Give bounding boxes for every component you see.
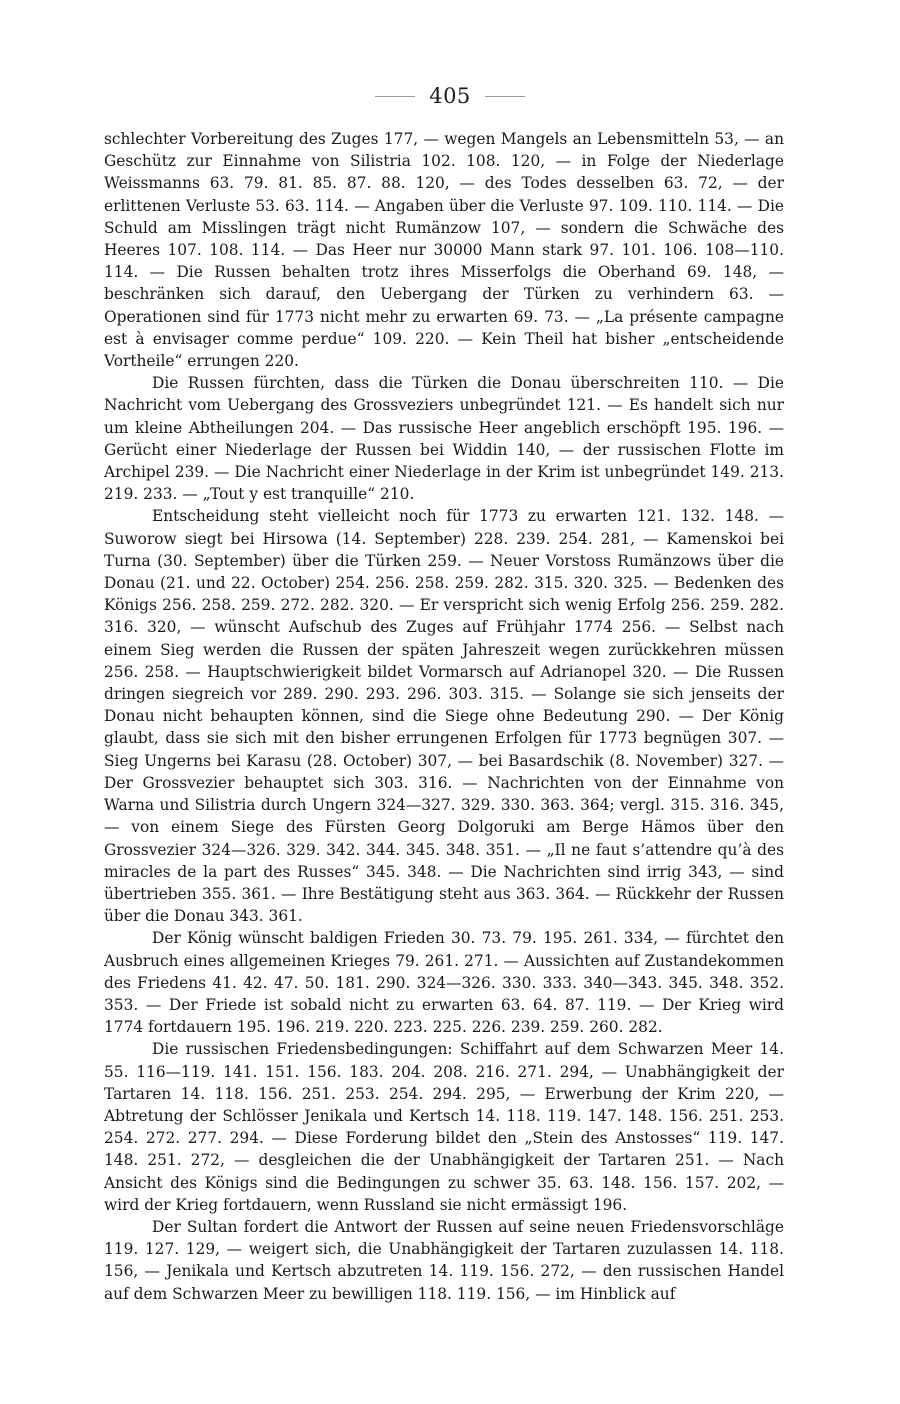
paragraph: Entscheidung steht vielleicht noch für 1773 zu erwarten 121. 132. 148. — Suworow siegt bei Hirsowa (14. September) 228. 239. 254. 281, — Kamenskoi bei Turna (30. September) über die Türken 259. — Neuer Vorstoss Rumänzows über die Donau (21. und 22. October) 254. 256. 258. 259. 282. 315. 320. 325. — Bedenken des Königs 256. 258. 259. 272. 282. 320. — Er verspricht sich wenig Erfolg 256. 259. 282. 316. 320, — wünscht Aufschub des Zuges auf Frühjahr 1774 256. — Selbst nach einem Sieg werden die Russen der späten Jahreszeit wegen zurückkehren müssen 256. 258. — Hauptschwierigkeit bildet Vormarsch auf Adrianopel 320. — Die Russen dringen siegreich vor 289. 290. 293. 296. 303. 315. — Solange sie sich jenseits der Donau nicht behaupten können, sind die Siege ohne Bedeutung 290. — Der König glaubt, dass sie sich mit den bisher errungenen Erfolgen für 1773 begnügen 307. — Sieg Ungerns bei Karasu (28. October) 307, — bei Basardschik (8. November) 327. — Der Grossvezier behauptet sich 303. 316. — Nachrichten von der Einnahme von Warna und Silistria durch Ungern 324—327. 329. 330. 363. 364; vergl. 315. 316. 345, — von einem Siege des Fürsten Georg Dolgoruki am Berge Hämos über den Grossvezier 324—326. 329. 342. 344. 345. 348. 351. — „Il ne faut s’attendre qu’à des miracles de la part des Russes“ 345. 348. — Die Nachrichten sind irrig 343, — sind übertrieben 355. 361. — Ihre Bestätigung steht aus 363. 364. — Rückkehr der Russen über die Donau 343. 361. bbox=[104, 507, 784, 926]
header-rule-left bbox=[375, 96, 415, 97]
paragraph: Die Russen fürchten, dass die Türken die Donau überschreiten 110. — Die Nachricht vom Uebergang des Grossveziers unbegründet 121. — Es handelt sich nur um kleine Abtheilungen 204. — Das russische Heer angeblich erschöpft 195. 196. — Gerücht einer Niederlage der Russen bei Widdin 140, — der russischen Flotte im Archipel 239. — Die Nachricht einer Niederlage in der Krim ist unbegründet 149. 213. 219. 233. — „Tout y est tranquille“ 210. bbox=[104, 374, 784, 504]
index-text bbox=[104, 128, 784, 1305]
paragraph: Die russischen Friedensbedingungen: Schiffahrt auf dem Schwarzen Meer 14. 55. 116—119. 141. 151. 156. 183. 204. 208. 216. 271. 294, — Unabhängigkeit der Tartaren 14. 118. 156. 251. 253. 254. 294. 295, — Erwerbung der Krim 220, — Abtretung der Schlösser Jenikala und Kertsch 14. 118. 119. 147. 148. 156. 251. 253. 254. 272. 277. 294. — Diese Forderung bildet den „Stein des Anstosses“ 119. 147. 148. 251. 272, — desgleichen die der Unabhängigkeit der Tartaren 251. — Nach Ansicht des Königs sind die Bedingungen zu schwer 35. 63. 148. 156. 157. 202, — wird der Krieg fortdauern, wenn Russland sie nicht ermässigt 196. bbox=[104, 1040, 784, 1214]
paragraph: Der König wünscht baldigen Frieden 30. 73. 79. 195. 261. 334, — fürchtet den Ausbruch eines allgemeinen Krieges 79. 261. 271. — Aussichten auf Zustandekommen des Friedens 41. 42. 47. 50. 181. 290. 324—326. 330. 333. 340—343. 345. 348. 352. 353. — Der Friede ist sobald nicht zu erwarten 63. 64. 87. 119. — Der Krieg wird 1774 fortdauern 195. 196. 219. 220. 223. 225. 226. 239. 259. 260. 282. bbox=[104, 929, 784, 1037]
paragraph: Der Sultan fordert die Antwort der Russen auf seine neuen Friedensvorschläge 119. 127. 129, — weigert sich, die Unabhängigkeit der Tartaren zuzulassen 14. 118. 156, — Jenikala und Kertsch abzutreten 14. 119. 156. 272, — den russischen Handel auf dem Schwarzen Meer zu bewilligen 118. 119. 156, — im Hinblick auf bbox=[104, 1217, 784, 1303]
page-number: 405 bbox=[429, 84, 471, 108]
paragraph: schlechter Vorbereitung des Zuges 177, — wegen Mangels an Lebensmitteln 53, — an Geschütz zur Einnahme von Silistria 102. 108. 120, — in Folge der Niederlage Weissmanns 63. 79. 81. 85. 87. 88. 120, — des Todes desselben 63. 72, — der erlittenen Verluste 53. 63. 114. — Angaben über die Verluste 97. 109. 110. 114. — Die Schuld am Misslingen trägt nicht Rumänzow 107, — sondern die Schwäche des Heeres 107. 108. 114. — Das Heer nur 30000 Mann stark 97. 101. 106. 108—110. 114. — Die Russen behalten trotz ihres Misserfolgs die Oberhand 69. 148, — beschränken sich darauf, den Uebergang der Türken zu verhindern 63. — Operationen sind für 1773 nicht mehr zu erwarten 69. 73. — „La présente campagne est à envisager comme perdue“ 109. 220. — Kein Theil hat bisher „entscheidende Vortheile“ errungen 220. bbox=[104, 130, 784, 371]
page-header bbox=[0, 84, 900, 108]
header-rule-right bbox=[485, 96, 525, 97]
